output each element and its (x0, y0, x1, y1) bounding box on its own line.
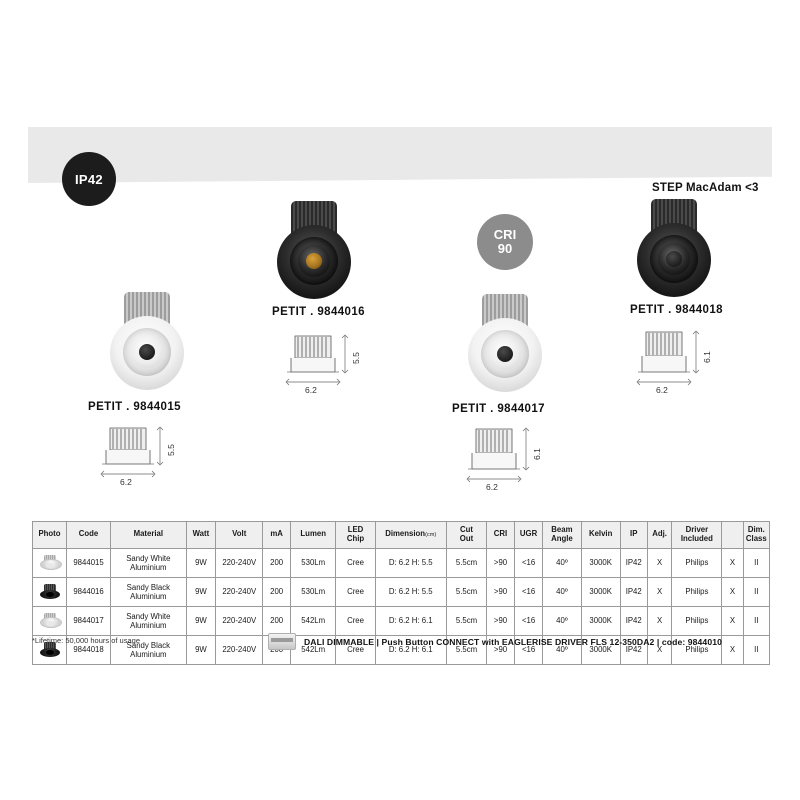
cell-code: 9844016 (67, 577, 111, 606)
cell-kelvin: 3000K (581, 606, 620, 635)
cell-ip: IP42 (620, 635, 647, 664)
cell-driver-included: Philips (672, 548, 722, 577)
cell-ugr: <16 (514, 635, 542, 664)
th-ma: mA (263, 522, 291, 549)
cell-led-chip: Cree (336, 577, 375, 606)
cell-dim-class-x: X (722, 635, 743, 664)
dimension-svg (636, 326, 726, 398)
led-module (666, 251, 682, 267)
cell-beam-angle: 40º (543, 577, 581, 606)
cell-driver-included: Philips (672, 577, 722, 606)
cell-volt: 220-240V (216, 635, 263, 664)
cell-beam-angle: 40º (543, 635, 581, 664)
product-label-9844018: PETIT . 9844018 (630, 304, 723, 316)
led-module (497, 346, 513, 362)
cell-dimension: D: 6.2 H: 5.5 (375, 548, 446, 577)
cri-badge-line1: CRI (493, 227, 517, 243)
cell-cut-out: 5.5cm (446, 635, 486, 664)
cell-volt: 220-240V (216, 606, 263, 635)
th-adj: Adj. (647, 522, 672, 549)
cell-code: 9844018 (67, 635, 111, 664)
cell-material: Sandy White Aluminium (111, 548, 187, 577)
cell-adj: X (647, 548, 672, 577)
cell-beam-angle: 40º (543, 606, 581, 635)
fixture-thumb-icon (40, 555, 60, 570)
cell-cri: >90 (487, 577, 515, 606)
th-ugr: UGR (514, 522, 542, 549)
th-beam-angle: Beam Angle (543, 522, 581, 549)
th-volt: Volt (216, 522, 263, 549)
cell-adj: X (647, 577, 672, 606)
cell-volt: 220-240V (216, 577, 263, 606)
dimension-height-label: 6.1 (532, 448, 542, 460)
cell-led-chip: Cree (336, 635, 375, 664)
th-material: Material (111, 522, 187, 549)
th-cri: CRI (487, 522, 515, 549)
th-code: Code (67, 522, 111, 549)
dimension-height-label: 5.5 (351, 352, 361, 364)
cell-code: 9844017 (67, 606, 111, 635)
product-image-9844017 (468, 318, 542, 392)
dimension-svg (466, 423, 556, 495)
cell-volt: 220-240V (216, 548, 263, 577)
dimension-drawing-9844015 (100, 420, 190, 490)
cell-adj: X (647, 635, 672, 664)
cell-dim-class: II (743, 606, 769, 635)
cell-driver-included: Philips (672, 635, 722, 664)
cell-material: Sandy White Aluminium (111, 606, 187, 635)
led-module (139, 344, 155, 360)
cell-photo (33, 606, 67, 635)
cri-badge-line2: 90 (497, 241, 513, 256)
product-image-9844016 (277, 225, 351, 299)
cell-dim-class-x: X (722, 548, 743, 577)
ip-rating-badge: IP42 (62, 152, 116, 206)
cell-dimension: D: 6.2 H: 6.1 (375, 606, 446, 635)
cell-photo (33, 577, 67, 606)
cell-cri: >90 (487, 606, 515, 635)
driver-note-row (268, 633, 722, 650)
cell-watt: 9W (186, 606, 216, 635)
cell-ip: IP42 (620, 577, 647, 606)
cell-driver-included: Philips (672, 606, 722, 635)
lifetime-note: *Lifetime: 50,000 hours of usage (32, 636, 140, 645)
cell-photo (33, 548, 67, 577)
cell-cut-out: 5.5cm (446, 548, 486, 577)
dimension-drawing-9844018 (636, 326, 726, 398)
product-image-9844018 (637, 223, 711, 297)
cell-dim-class: II (743, 635, 769, 664)
fixture-thumb-icon (40, 584, 60, 599)
th-ip: IP (620, 522, 647, 549)
product-label-9844017: PETIT . 9844017 (452, 403, 545, 415)
cell-ma: 200 (263, 548, 291, 577)
dimension-svg (285, 328, 375, 398)
macadam-label: STEP MacAdam <3 (652, 182, 759, 194)
th-driver-included: Driver Included (672, 522, 722, 549)
cell-watt: 9W (186, 635, 216, 664)
cell-dimension: D: 6.2 H: 6.1 (375, 635, 446, 664)
dimension-width-label: 6.2 (120, 477, 132, 487)
cell-dim-class-x: X (722, 606, 743, 635)
cell-ma: 200 (263, 606, 291, 635)
led-module (306, 253, 322, 269)
th-photo: Photo (33, 522, 67, 549)
dimension-svg (100, 420, 190, 490)
cell-led-chip: Cree (336, 548, 375, 577)
dimension-height-label: 6.1 (702, 351, 712, 363)
th-dimension: Dimension(cm) (375, 522, 446, 549)
cell-dimension: D: 6.2 H: 5.5 (375, 577, 446, 606)
cell-ugr: <16 (514, 606, 542, 635)
cell-ip: IP42 (620, 606, 647, 635)
driver-note-text: DALI DIMMABLE | Push Button CONNECT with EAGLERISE DRIVER FLS 12-350DA2 | code: 9844010 (304, 636, 722, 647)
cell-material: Sandy Black Aluminium (111, 635, 187, 664)
dimension-height-label: 5.5 (166, 444, 176, 456)
cell-dim-class-x: X (722, 577, 743, 606)
cell-dim-class: II (743, 548, 769, 577)
header-banner-skew (28, 169, 772, 183)
cell-led-chip: Cree (336, 606, 375, 635)
cell-cri: >90 (487, 548, 515, 577)
dimension-width-label: 6.2 (305, 385, 317, 395)
cell-ugr: <16 (514, 577, 542, 606)
fixture-thumb-icon (40, 613, 60, 628)
dimension-drawing-9844017 (466, 423, 556, 495)
th-watt: Watt (186, 522, 216, 549)
cell-cut-out: 5.5cm (446, 606, 486, 635)
table-row (33, 606, 770, 635)
driver-image-icon (268, 633, 296, 650)
cell-material: Sandy Black Aluminium (111, 577, 187, 606)
cell-ip: IP42 (620, 548, 647, 577)
product-label-9844015: PETIT . 9844015 (88, 401, 181, 413)
cell-ma: 200 (263, 577, 291, 606)
cell-kelvin: 3000K (581, 548, 620, 577)
cri-badge (477, 214, 533, 270)
cell-lumen: 542Lm (290, 635, 335, 664)
cell-cri: >90 (487, 635, 515, 664)
cell-code: 9844015 (67, 548, 111, 577)
cell-lumen: 542Lm (290, 606, 335, 635)
th-lumen: Lumen (290, 522, 335, 549)
cell-kelvin: 3000K (581, 577, 620, 606)
header-banner (28, 127, 772, 169)
th-kelvin: Kelvin (581, 522, 620, 549)
cell-beam-angle: 40º (543, 548, 581, 577)
cell-lumen: 530Lm (290, 577, 335, 606)
table-row (33, 548, 770, 577)
th-dim-class: Dim. Class (743, 522, 769, 549)
cell-lumen: 530Lm (290, 548, 335, 577)
cell-dim-class: II (743, 577, 769, 606)
cell-watt: 9W (186, 577, 216, 606)
dimension-width-label: 6.2 (486, 482, 498, 492)
cell-adj: X (647, 606, 672, 635)
cell-kelvin: 3000K (581, 635, 620, 664)
product-label-9844016: PETIT . 9844016 (272, 306, 365, 318)
cell-watt: 9W (186, 548, 216, 577)
product-image-9844015 (110, 316, 184, 390)
th-dim-class-x (722, 522, 743, 549)
cell-cut-out: 5.5cm (446, 577, 486, 606)
th-led-chip: LED Chip (336, 522, 375, 549)
cell-ugr: <16 (514, 548, 542, 577)
table-row (33, 577, 770, 606)
dimension-drawing-9844016 (285, 328, 375, 398)
table-header-row (33, 522, 770, 549)
th-cut-out: Cut Out (446, 522, 486, 549)
dimension-width-label: 6.2 (656, 385, 668, 395)
